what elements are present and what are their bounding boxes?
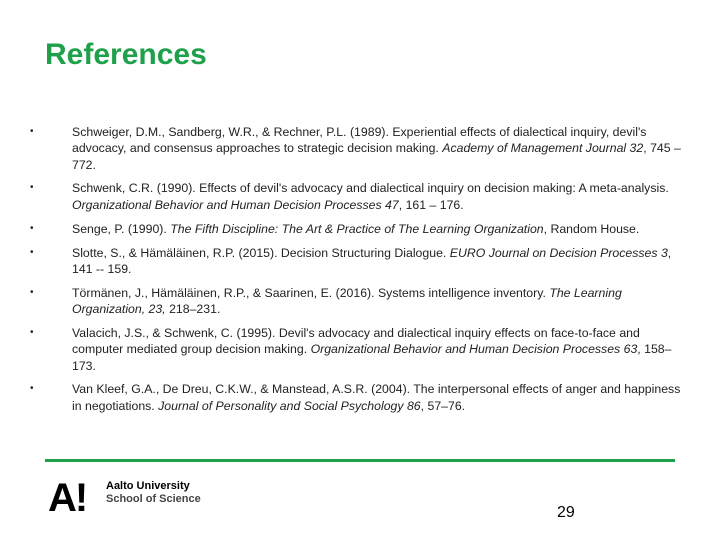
reference-text: , 141 -- 159. bbox=[72, 245, 672, 276]
bullet-point: • bbox=[30, 182, 34, 194]
reference-source-italic: Academy of Management Journal 32 bbox=[442, 141, 644, 156]
reference-text: Van Kleef, G.A., De Dreu, C.K.W., & Manstead, A.S.R. (2004). The interpersonal effects of anger and happiness in negotiations. bbox=[72, 382, 681, 413]
reference-source-italic: Journal of Personality and Social Psychology 86 bbox=[158, 398, 421, 413]
bullet-point: • bbox=[30, 286, 34, 298]
reference-item bbox=[28, 221, 688, 237]
reference-item bbox=[28, 285, 688, 318]
bullet-point: • bbox=[30, 383, 34, 395]
reference-source-italic: The Fifth Discipline: The Art & Practice of The Learning Organization bbox=[170, 221, 544, 236]
reference-source-italic: EURO Journal on Decision Processes 3 bbox=[449, 245, 668, 260]
reference-item bbox=[28, 245, 688, 278]
reference-source-italic: Organizational Behavior and Human Decision Processes 47 bbox=[72, 197, 399, 212]
bullet-point: • bbox=[30, 246, 34, 258]
reference-text: , 745 – 772. bbox=[72, 141, 681, 172]
reference-item bbox=[28, 180, 688, 213]
reference-source-italic: Organizational Behavior and Human Decision Processes 63 bbox=[310, 342, 638, 357]
reference-text: 218–231. bbox=[165, 302, 221, 317]
reference-text: Schweiger, D.M., Sandberg, W.R., & Rechner, P.L. (1989). Experiential effects of dialectical inquiry, devil's advocacy, and consensus approaches to strategic decision making. bbox=[72, 125, 647, 156]
footer-divider bbox=[45, 459, 675, 462]
reference-text: Törmänen, J., Hämäläinen, R.P., & Saarinen, E. (2016). Systems intelligence inventory. bbox=[72, 285, 550, 300]
reference-text: Schwenk, C.R. (1990). Effects of devil's advocacy and dialectical inquiry on decision making: A meta-analysis. bbox=[72, 181, 669, 196]
reference-text: , 57–76. bbox=[420, 398, 466, 413]
reference-text: , 161 – 176. bbox=[398, 197, 464, 212]
reference-item bbox=[28, 325, 688, 374]
aalto-logo-text bbox=[106, 480, 201, 506]
logo-university-name: Aalto University bbox=[106, 480, 190, 492]
logo-school-name: School of Science bbox=[106, 493, 201, 505]
reference-text: Slotte, S., & Hämäläinen, R.P. (2015). Decision Structuring Dialogue. bbox=[72, 245, 450, 260]
bullet-point: • bbox=[30, 222, 34, 234]
reference-list bbox=[28, 124, 688, 422]
reference-text: , Random House. bbox=[543, 221, 640, 236]
reference-item bbox=[28, 381, 688, 414]
slide-title: References bbox=[45, 38, 207, 71]
reference-text: Valacich, J.S., & Schwenk, C. (1995). Devil's advocacy and dialectical inquiry effects on face-to-face and computer mediated group decision making. bbox=[72, 325, 640, 357]
reference-source-italic: The Learning Organization, 23, bbox=[72, 285, 622, 317]
aalto-logo-mark: A! bbox=[48, 476, 87, 520]
reference-item bbox=[28, 124, 688, 173]
page-number: 29 bbox=[557, 504, 575, 521]
bullet-point: • bbox=[30, 326, 34, 338]
reference-text: Senge, P. (1990). bbox=[72, 221, 171, 236]
reference-text: , 158–173. bbox=[72, 342, 672, 373]
bullet-point: • bbox=[30, 126, 34, 137]
